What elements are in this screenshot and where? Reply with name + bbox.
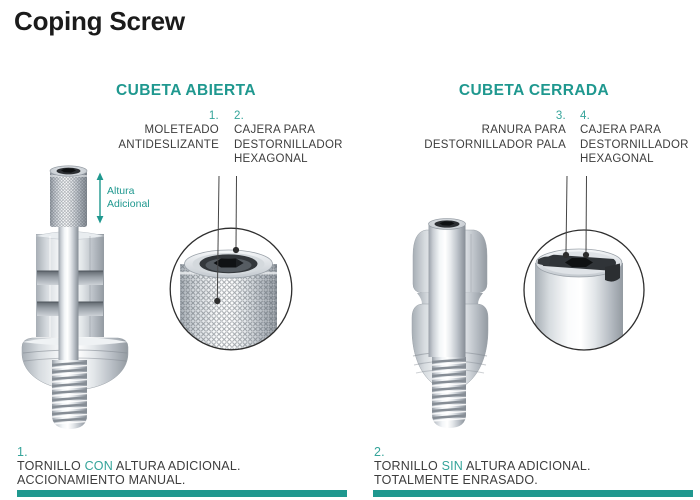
callout-4-hex-socket — [580, 109, 695, 166]
slotted-head-detail — [535, 249, 623, 355]
callout-2-line: HEXAGONAL — [234, 152, 308, 165]
open-screw-shaft — [59, 225, 79, 361]
closed-caption-line1 — [374, 459, 700, 473]
callout-4-line: DESTORNILLADOR — [580, 138, 689, 151]
callout-2-hex-socket — [234, 109, 349, 166]
callout-2-number: 2. — [234, 110, 245, 122]
open-caption-line1 — [17, 459, 352, 473]
callout-3-line: DESTORNILLADOR PALA — [424, 138, 566, 151]
open-caption-post: ALTURA ADICIONAL. — [112, 459, 241, 473]
additional-height-line1: Altura — [107, 185, 135, 197]
callout-2-line: DESTORNILLADOR — [234, 138, 343, 151]
open-caption-line2: ACCIONAMIENTO MANUAL. — [17, 473, 186, 487]
callout-1-knurl — [89, 109, 219, 152]
closed-tray-screw-figure — [400, 212, 500, 434]
callout-4-line: HEXAGONAL — [580, 152, 654, 165]
closed-tray-heading: CUBETA CERRADA — [458, 82, 610, 99]
callout-3-number: 3. — [555, 110, 566, 122]
callout-1-line: MOLETEADO — [144, 124, 219, 137]
page-title: Coping Screw — [14, 6, 185, 36]
callout-4-number: 4. — [580, 110, 591, 122]
open-tray-caption — [17, 445, 352, 487]
open-accent-bar — [17, 490, 347, 497]
open-screw-threads — [52, 360, 87, 430]
closed-caption-accent-word: SIN — [441, 459, 463, 473]
open-caption-number: 1. — [17, 445, 28, 459]
callout-3-line: RANURA PARA — [481, 124, 566, 137]
closed-caption-number: 2. — [374, 445, 385, 459]
additional-height-line2: Adicional — [107, 198, 150, 210]
callout-1-line: ANTIDESLIZANTE — [118, 138, 219, 151]
closed-tray-caption — [374, 445, 700, 487]
knurled-head-detail — [180, 250, 277, 355]
closed-screw-threads — [432, 357, 466, 428]
closed-caption-post: ALTURA ADICIONAL. — [463, 459, 591, 473]
open-caption-pre: TORNILLO — [17, 459, 85, 473]
closed-caption-pre: TORNILLO — [374, 459, 442, 473]
open-tray-screw-figure — [20, 163, 130, 435]
open-screw-knurled-head — [50, 166, 87, 227]
open-tray-detail-circle — [167, 225, 297, 355]
callout-3-slot — [406, 109, 566, 152]
open-tray-heading: CUBETA ABIERTA — [116, 82, 256, 99]
callout-1-number: 1. — [208, 110, 219, 122]
open-caption-accent-word: CON — [84, 459, 113, 473]
closed-accent-bar — [373, 490, 693, 497]
closed-screw-shaft — [429, 219, 466, 357]
callout-2-line: CAJERA PARA — [234, 124, 316, 137]
callout-4-line: CAJERA PARA — [580, 124, 662, 137]
closed-caption-line2: TOTALMENTE ENRASADO. — [374, 473, 538, 487]
closed-tray-detail-circle — [521, 227, 649, 355]
